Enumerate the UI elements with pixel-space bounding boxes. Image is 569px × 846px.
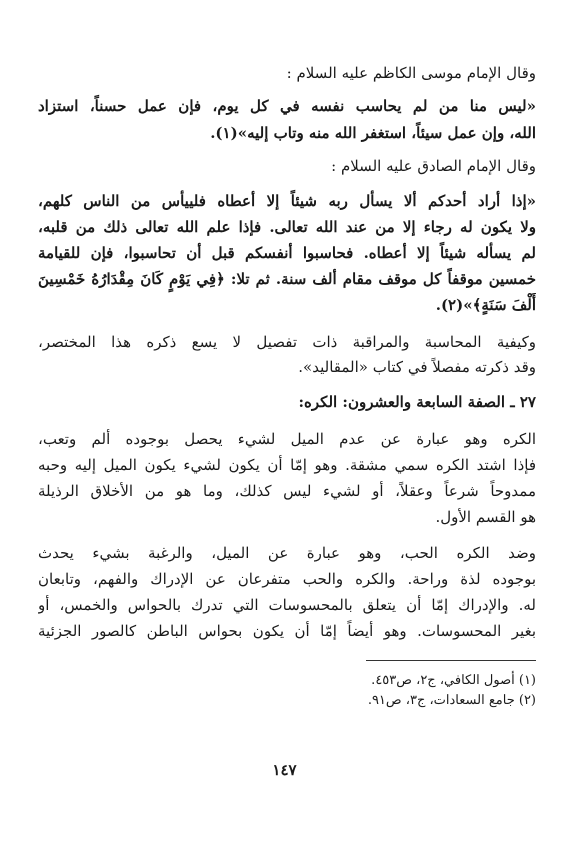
section-heading: ٢٧ ـ الصفة السابعة والعشرون: الكره:: [298, 393, 536, 411]
paragraph-line: له. والإدراك إمّا أن يتعلق بالمحسوسات التي تدرك بالحواس والخمس، أو: [38, 596, 536, 614]
intro-line-sadiq: وقال الإمام الصادق عليه السلام :: [331, 157, 536, 175]
footnote-1: (١) أصول الكافي، ج٢، ص٤٥٣.: [371, 673, 536, 688]
quote-line: ولا يكون له رجاء إلا من عند الله تعالى. فإذا علم الله تعالى ذلك من قلبه،: [38, 218, 536, 236]
paragraph-line: بوجوده لذة وراحة. والكره والحب متفرعان عن الإدراك والفهم، وتابعان: [38, 570, 536, 588]
paragraph-line: بغير المحسوسات. وهو أيضاً إمّا أن يكون بحواس الباطن كالصور الجزئية: [38, 622, 536, 640]
page-number: ١٤٧: [272, 761, 297, 779]
footnote-divider: [366, 660, 536, 661]
quote-line: «إذا أراد أحدكم ألا يسأل ربه شيئاً إلا أعطاه فلييأس من الناس كلهم،: [38, 192, 536, 210]
paragraph-line: وكيفية المحاسبة والمراقبة ذات تفصيل لا يسع ذكره هذا المختصر،: [38, 333, 536, 351]
quote-line: أَلْفَ سَنَةٍ﴾»(٢).: [435, 296, 536, 314]
intro-line-kazim: وقال الإمام موسى الكاظم عليه السلام :: [286, 64, 536, 82]
paragraph-line: الكره وهو عبارة عن عدم الميل لشيء يحصل بوجوده ألم وتعب،: [38, 430, 536, 448]
quote-line: الله، وإن عمل سيئاً، استغفر الله منه وتاب إليه»(١).: [210, 124, 536, 142]
paragraph-line: وقد ذكرته مفصلاً في كتاب «المقاليد».: [298, 358, 536, 376]
quote-line: خمسين موقفاً كل موقف مقام ألف سنة. ثم تلا: ﴿فِي يَوْمٍ كَانَ مِقْدَارُهُ خَمْسِينَ: [38, 270, 536, 288]
footnote-2: (٢) جامع السعادات، ج٣، ص٩١.: [367, 693, 536, 708]
paragraph-line: فإذا اشتد الكره سمي مشقة. وهو إمّا أن يكون لشيء يكون الميل إليه وحبه: [38, 456, 536, 474]
quote-line: «ليس منا من لم يحاسب نفسه في كل يوم، فإن عمل حسناً، استزاد: [38, 97, 536, 115]
quote-line: لم يسأله شيئاً إلا أعطاه. فحاسبوا أنفسكم قبل أن تحاسبوا، فإن للقيامة: [38, 244, 536, 262]
paragraph-line: وضد الكره الحب، وهو عبارة عن الميل، والرغبة بشيء يحدث: [38, 544, 536, 562]
paragraph-line: هو القسم الأول.: [435, 508, 536, 526]
paragraph-line: ممدوحاً شرعاً وعقلاً، أو لشيء ليس كذلك، وما هو من الأخلاق الرذيلة: [38, 482, 536, 500]
